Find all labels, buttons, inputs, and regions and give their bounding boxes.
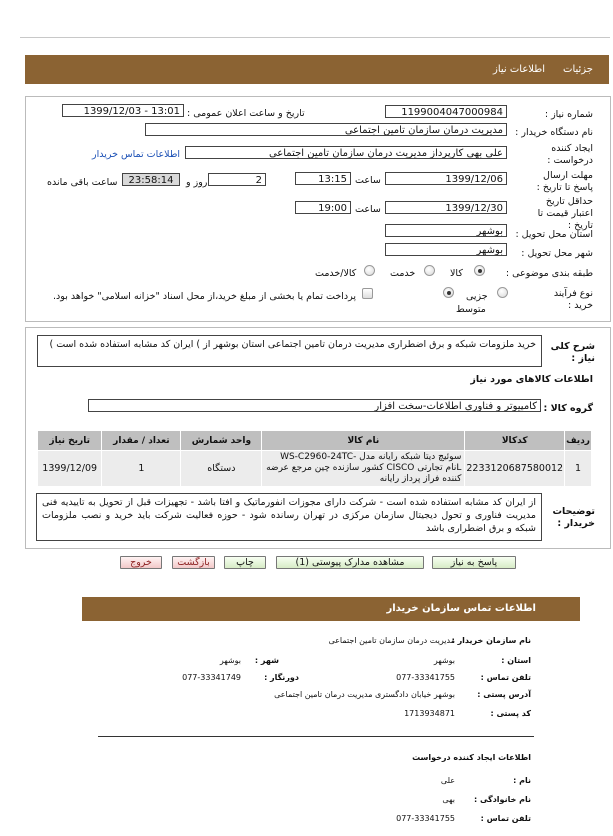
validity-label: حداقل تاریخ اعتبار قیمت تا تاریخ :: [537, 196, 593, 231]
contact-fax-label: دورنگار :: [264, 673, 299, 682]
contact-province-label: استان :: [501, 656, 531, 665]
contact-phone-value: 077-33341755: [396, 673, 455, 682]
col-row: ردیف: [565, 431, 592, 451]
validity-date-field: 1399/12/30: [385, 201, 507, 214]
radio-minor[interactable]: [497, 287, 508, 298]
items-table: [37, 430, 592, 487]
payment-checkbox[interactable]: [362, 288, 373, 299]
days-label: روز و: [186, 177, 208, 188]
deadline-label: مهلت ارسال پاسخ تا تاریخ :: [536, 170, 593, 193]
creator-family-label: نام خانوادگی :: [473, 795, 531, 804]
payment-note: پرداخت تمام یا بخشی از مبلغ خرید،از محل اسناد "خزانه اسلامی" خواهد بود.: [53, 291, 356, 302]
contact-buyer-link[interactable]: اطلاعات تماس خریدار: [92, 149, 181, 160]
summary-text: خرید ملزومات شبکه و برق اضطراری مدیریت درمان تامین اجتماعی استان بوشهر از ) ایران کد مشابه استفاده شده است ): [37, 335, 542, 367]
col-code: کدکالا: [465, 431, 565, 451]
contact-province-value: بوشهر: [433, 656, 455, 665]
buyer-notes-label: توضیحات خریدار :: [552, 506, 595, 529]
province-label: استان محل تحویل :: [515, 229, 593, 240]
radio-medium-label: متوسط: [456, 304, 486, 315]
buyer-field: مدیریت درمان سازمان تامین اجتماعی: [145, 123, 507, 136]
contact-title: اطلاعات تماس سازمان خریدار: [386, 603, 536, 614]
cell-name: سوئیچ دیتا شبکه رایانه مدل WS-C2960-24TC-Lنام تجارتی CISCO کشور سازنده چین مرجع عرضه کننده فراز پرداز رایانه: [262, 451, 465, 487]
deadline-time-label: ساعت: [355, 175, 381, 186]
creator-name-label: نام :: [513, 776, 531, 785]
contact-org-label: نام سازمان خریدار :: [451, 636, 531, 645]
cell-date: 1399/12/09: [38, 451, 102, 487]
need-no-label: شماره نیاز :: [544, 109, 593, 120]
deadline-time-field: 13:15: [295, 172, 351, 185]
creator-label: ایجاد کننده درخواست :: [547, 143, 593, 166]
radio-medium[interactable]: [443, 287, 454, 298]
creator-family-value: بهی: [442, 795, 455, 804]
contact-city-label: شهر :: [254, 656, 279, 665]
goods-section-title: اطلاعات کالاهای مورد نیاز: [470, 374, 593, 385]
process-label: نوع فرآیند خرید :: [553, 288, 593, 311]
cell-row: 1: [565, 451, 592, 487]
radio-service[interactable]: [424, 265, 435, 276]
col-qty: تعداد / مقدار: [102, 431, 181, 451]
radio-minor-label: جزیی: [466, 291, 488, 302]
creator-name-value: علی: [440, 776, 455, 785]
col-unit: واحد شمارش: [181, 431, 262, 451]
creator-phone-value: 077-33341755: [396, 814, 455, 823]
creator-field: علی بهی کارپرداز مدیریت درمان سازمان تامین اجتماعی: [185, 146, 507, 159]
tab-details[interactable]: جزئیات: [563, 64, 593, 75]
province-field: بوشهر: [385, 224, 507, 237]
contact-postal-label: کد پستی :: [490, 709, 531, 718]
cell-unit: دستگاه: [181, 451, 262, 487]
buyer-notes-text: از ایران کد مشابه استفاده شده است - شرکت دارای مجوزات انفورماتیک و افتا باشد - تجهیزات قبل از تحویل به تاییدیه فنی مدیریت فناوری و تحول دیجیتال سازمان مرکزی در تهران رسانده شود - حوزه فعالیت شرکت باید خرید و نصب ملزومات شبکه و برق اضطراری باشد: [36, 493, 542, 541]
contact-postal-value: 1713934871: [404, 709, 455, 718]
group-field: کامپیوتر و فناوری اطلاعات-سخت افزار: [88, 399, 541, 412]
contact-divider: [98, 736, 534, 737]
validity-time-label: ساعت: [355, 204, 381, 215]
announce-field: 1399/12/03 - 13:01: [62, 104, 184, 117]
group-label: گروه کالا :: [543, 403, 593, 414]
contact-phone-label: تلفن تماس :: [480, 673, 531, 682]
city-field: بوشهر: [385, 243, 507, 256]
radio-service-label: خدمت: [390, 268, 416, 279]
days-field: 2: [208, 173, 266, 186]
cell-qty: 1: [102, 451, 181, 487]
radio-goods-service-label: کالا/خدمت: [315, 268, 357, 279]
col-name: نام کالا: [262, 431, 465, 451]
buyer-label: نام دستگاه خریدار :: [515, 127, 593, 138]
category-label: طبقه بندی موضوعی :: [505, 268, 593, 279]
radio-goods-label: کالا: [450, 268, 463, 279]
print-button[interactable]: چاپ: [224, 556, 266, 569]
contact-address-label: آدرس پستی :: [477, 690, 531, 699]
contact-org-value: مدیریت درمان سازمان تامین اجتماعی: [328, 636, 455, 645]
contact-fax-value: 077-33341749: [182, 673, 241, 682]
deadline-date-field: 1399/12/06: [385, 172, 507, 185]
need-no-field: 1199004047000984: [385, 105, 507, 118]
creator-info-title: اطلاعات ایجاد کننده درخواست: [412, 753, 531, 762]
radio-goods-service[interactable]: [364, 265, 375, 276]
remaining-time-field: 23:58:14: [122, 173, 180, 186]
city-label: شهر محل تحویل :: [521, 248, 593, 259]
exit-button[interactable]: خروج: [120, 556, 162, 569]
reply-button[interactable]: پاسخ به نیاز: [432, 556, 516, 569]
col-date: تاریخ نیاز: [38, 431, 102, 451]
back-button[interactable]: بازگشت: [172, 556, 215, 569]
creator-phone-label: تلفن تماس :: [480, 814, 531, 823]
top-divider: [20, 37, 610, 38]
cell-code: 2233120687580012: [465, 451, 565, 487]
contact-title-bar: [82, 597, 580, 621]
contact-address-value: بوشهر خیابان دادگستری مدیریت درمان تامین اجتماعی: [274, 690, 455, 699]
tabs-bar: [25, 55, 609, 84]
attachments-button[interactable]: مشاهده مدارک پیوستی (1): [276, 556, 424, 569]
table-row: [38, 451, 592, 487]
summary-label: شرح کلی نیاز :: [550, 341, 595, 364]
contact-city-value: بوشهر: [219, 656, 241, 665]
tab-need-info[interactable]: اطلاعات نیاز: [493, 64, 545, 75]
validity-time-field: 19:00: [295, 201, 351, 214]
announce-label: تاریخ و ساعت اعلان عمومی :: [187, 108, 305, 119]
remaining-label: ساعت باقی مانده: [47, 177, 118, 188]
radio-goods[interactable]: [474, 265, 485, 276]
